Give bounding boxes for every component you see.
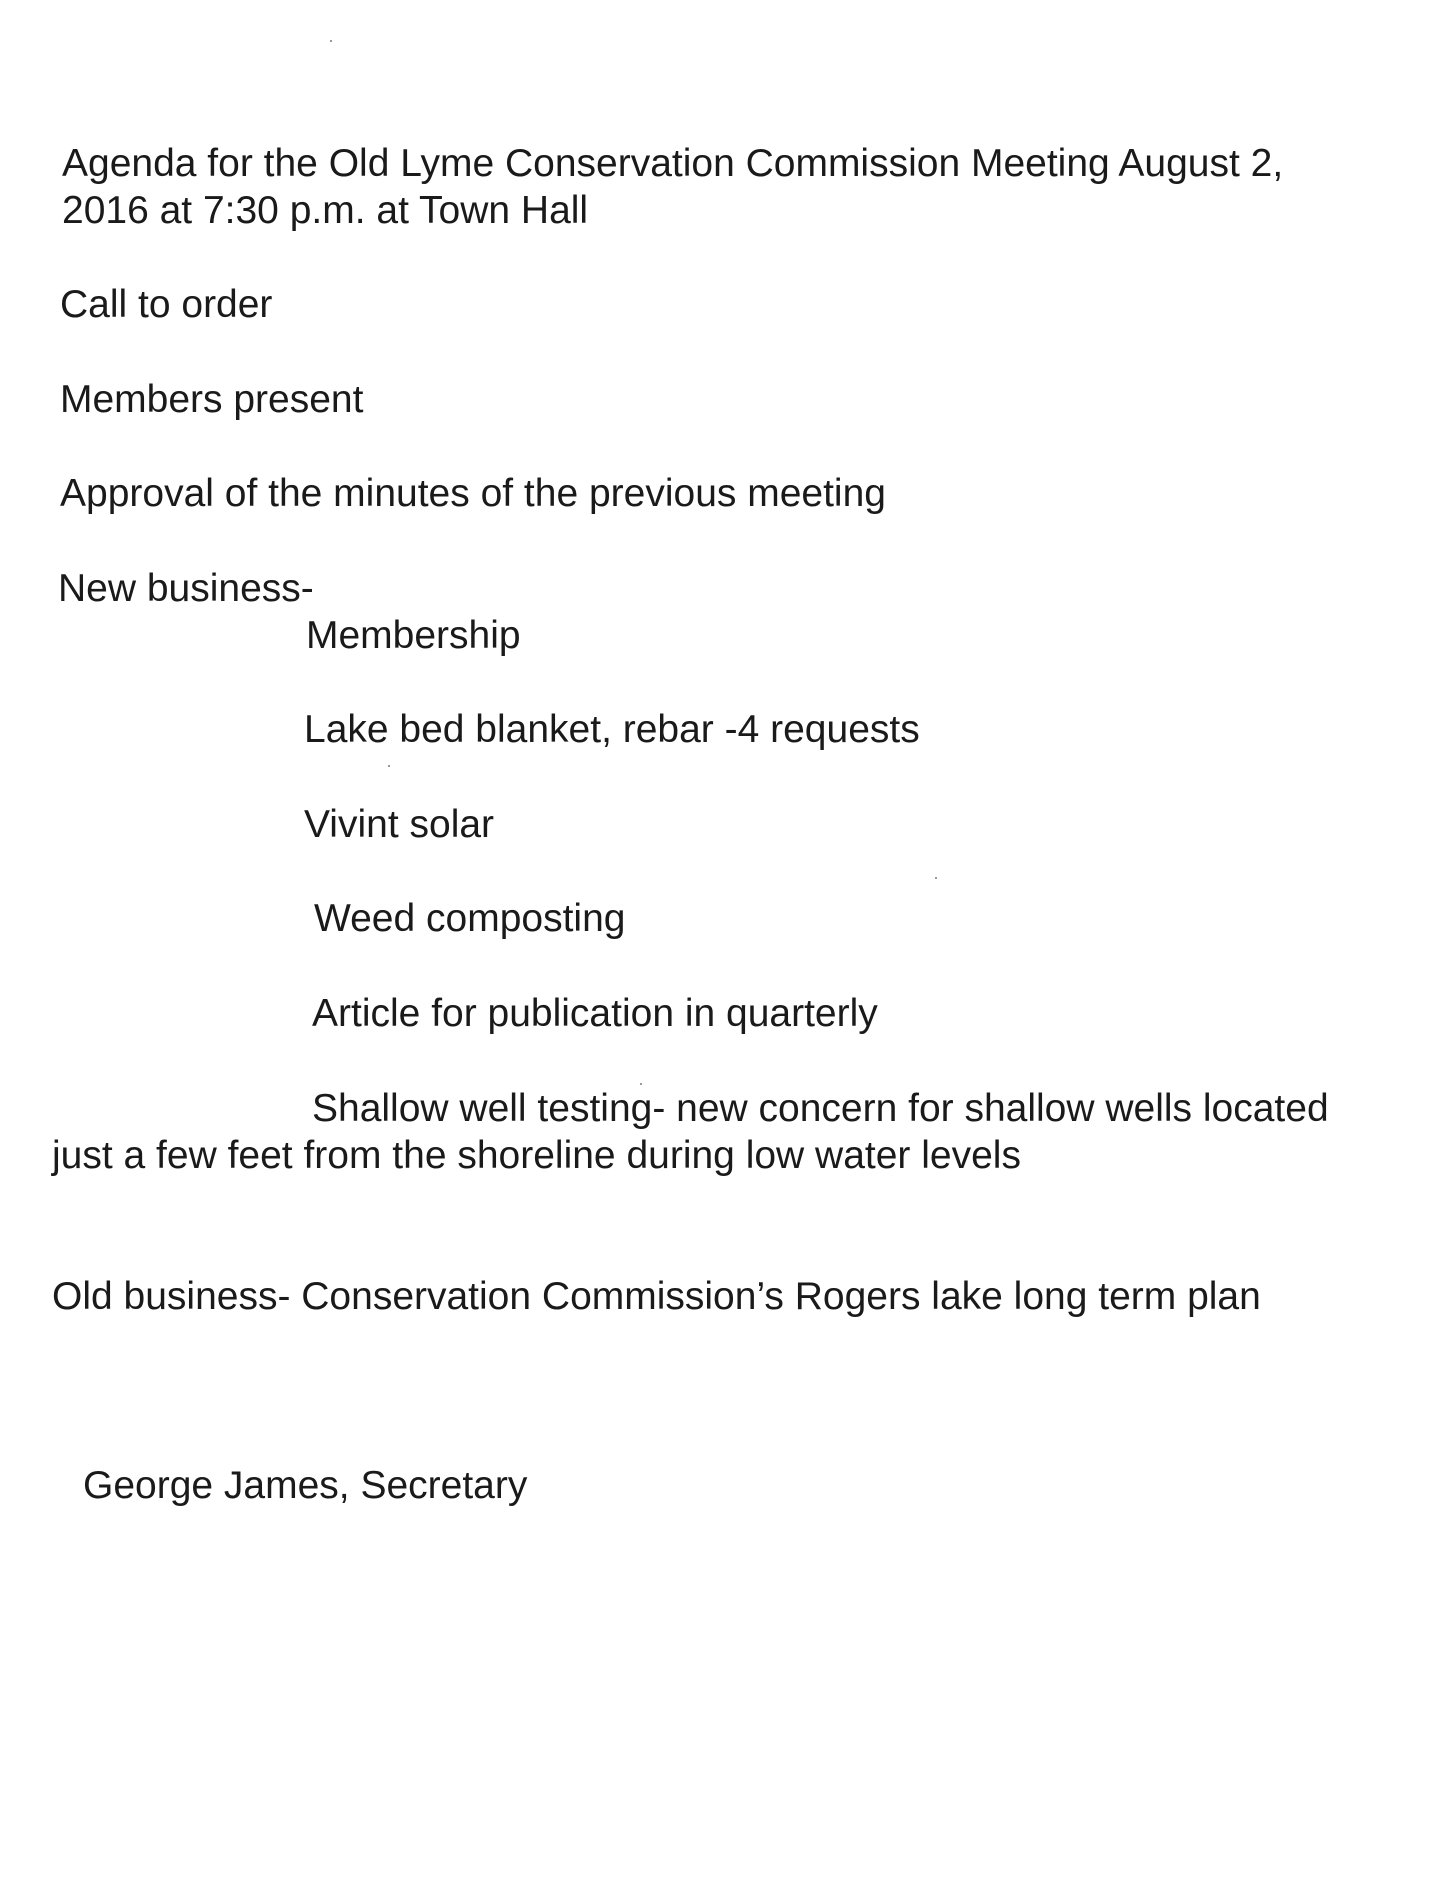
agenda-title-line-2: 2016 at 7:30 p.m. at Town Hall: [62, 189, 589, 232]
new-business-shallow-well-line-2: just a few feet from the shoreline during low water levels: [52, 1134, 1021, 1177]
new-business-article: Article for publication in quarterly: [312, 992, 878, 1035]
agenda-title-line-1: Agenda for the Old Lyme Conservation Commission Meeting August 2,: [62, 142, 1284, 185]
scan-speck: [935, 877, 937, 879]
new-business-weed-composting: Weed composting: [314, 897, 626, 940]
scan-speck: [388, 765, 390, 767]
item-new-business: New business-: [58, 567, 314, 610]
item-call-to-order: Call to order: [60, 283, 273, 326]
new-business-vivint-solar: Vivint solar: [304, 803, 495, 846]
scan-speck: [330, 40, 332, 42]
scan-speck: [640, 1083, 642, 1085]
item-old-business: Old business- Conservation Commission’s Rogers lake long term plan: [52, 1275, 1261, 1318]
new-business-lake-bed: Lake bed blanket, rebar -4 requests: [304, 708, 920, 751]
signature-line: George James, Secretary: [83, 1464, 528, 1507]
new-business-membership: Membership: [306, 614, 521, 657]
item-members-present: Members present: [60, 378, 364, 421]
item-approval-of-minutes: Approval of the minutes of the previous meeting: [60, 472, 886, 515]
new-business-shallow-well-line-1: Shallow well testing- new concern for shallow wells located: [312, 1087, 1329, 1130]
